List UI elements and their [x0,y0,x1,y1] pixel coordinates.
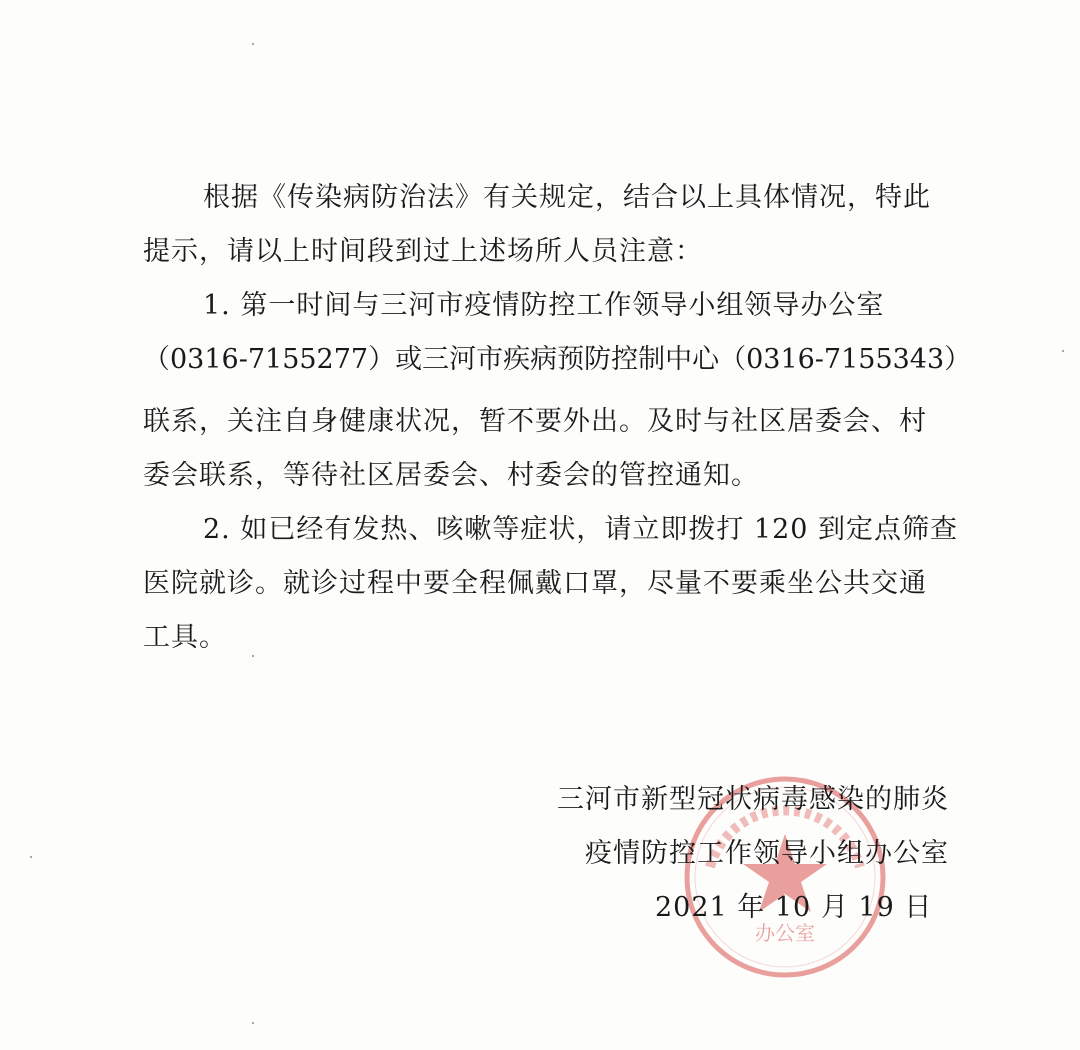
scan-speck [252,43,254,45]
signature-org-line-2: 疫情防控工作领导小组办公室 [585,838,949,869]
scan-speck [252,655,254,657]
paragraph-1-line-1: 根据《传染病防治法》有关规定，结合以上具体情况，特此 [203,182,931,213]
paragraph-1-line-2: 提示，请以上时间段到过上述场所人员注意： [143,236,703,267]
paragraph-2-line-3: 联系，关注自身健康状况，暂不要外出。及时与社区居委会、村 [143,406,927,437]
paragraph-3-line-2: 医院就诊。就诊过程中要全程佩戴口罩，尽量不要乘坐公共交通 [143,568,927,599]
paragraph-3-line-3: 工具。 [143,622,227,653]
paragraph-2-line-1: 1. 第一时间与三河市疫情防控工作领导小组领导办公室 [203,290,885,321]
signature-date: 2021 年 10 月 19 日 [655,892,933,923]
paragraph-2-line-2: （0316-7155277）或三河市疾病预防控制中心（0316-7155343） [143,344,972,375]
signature-org-line-1: 三河市新型冠状病毒感染的肺炎 [557,784,949,815]
paragraph-3-line-1: 2. 如已经有发热、咳嗽等症状，请立即拨打 120 到定点筛查 [203,514,959,545]
scan-speck [252,1022,254,1024]
seal-bottom-text: 办公室 [755,921,815,945]
scan-speck [1062,350,1064,352]
paragraph-2-line-4: 委会联系，等待社区居委会、村委会的管控通知。 [143,460,759,491]
scan-speck [30,856,32,858]
